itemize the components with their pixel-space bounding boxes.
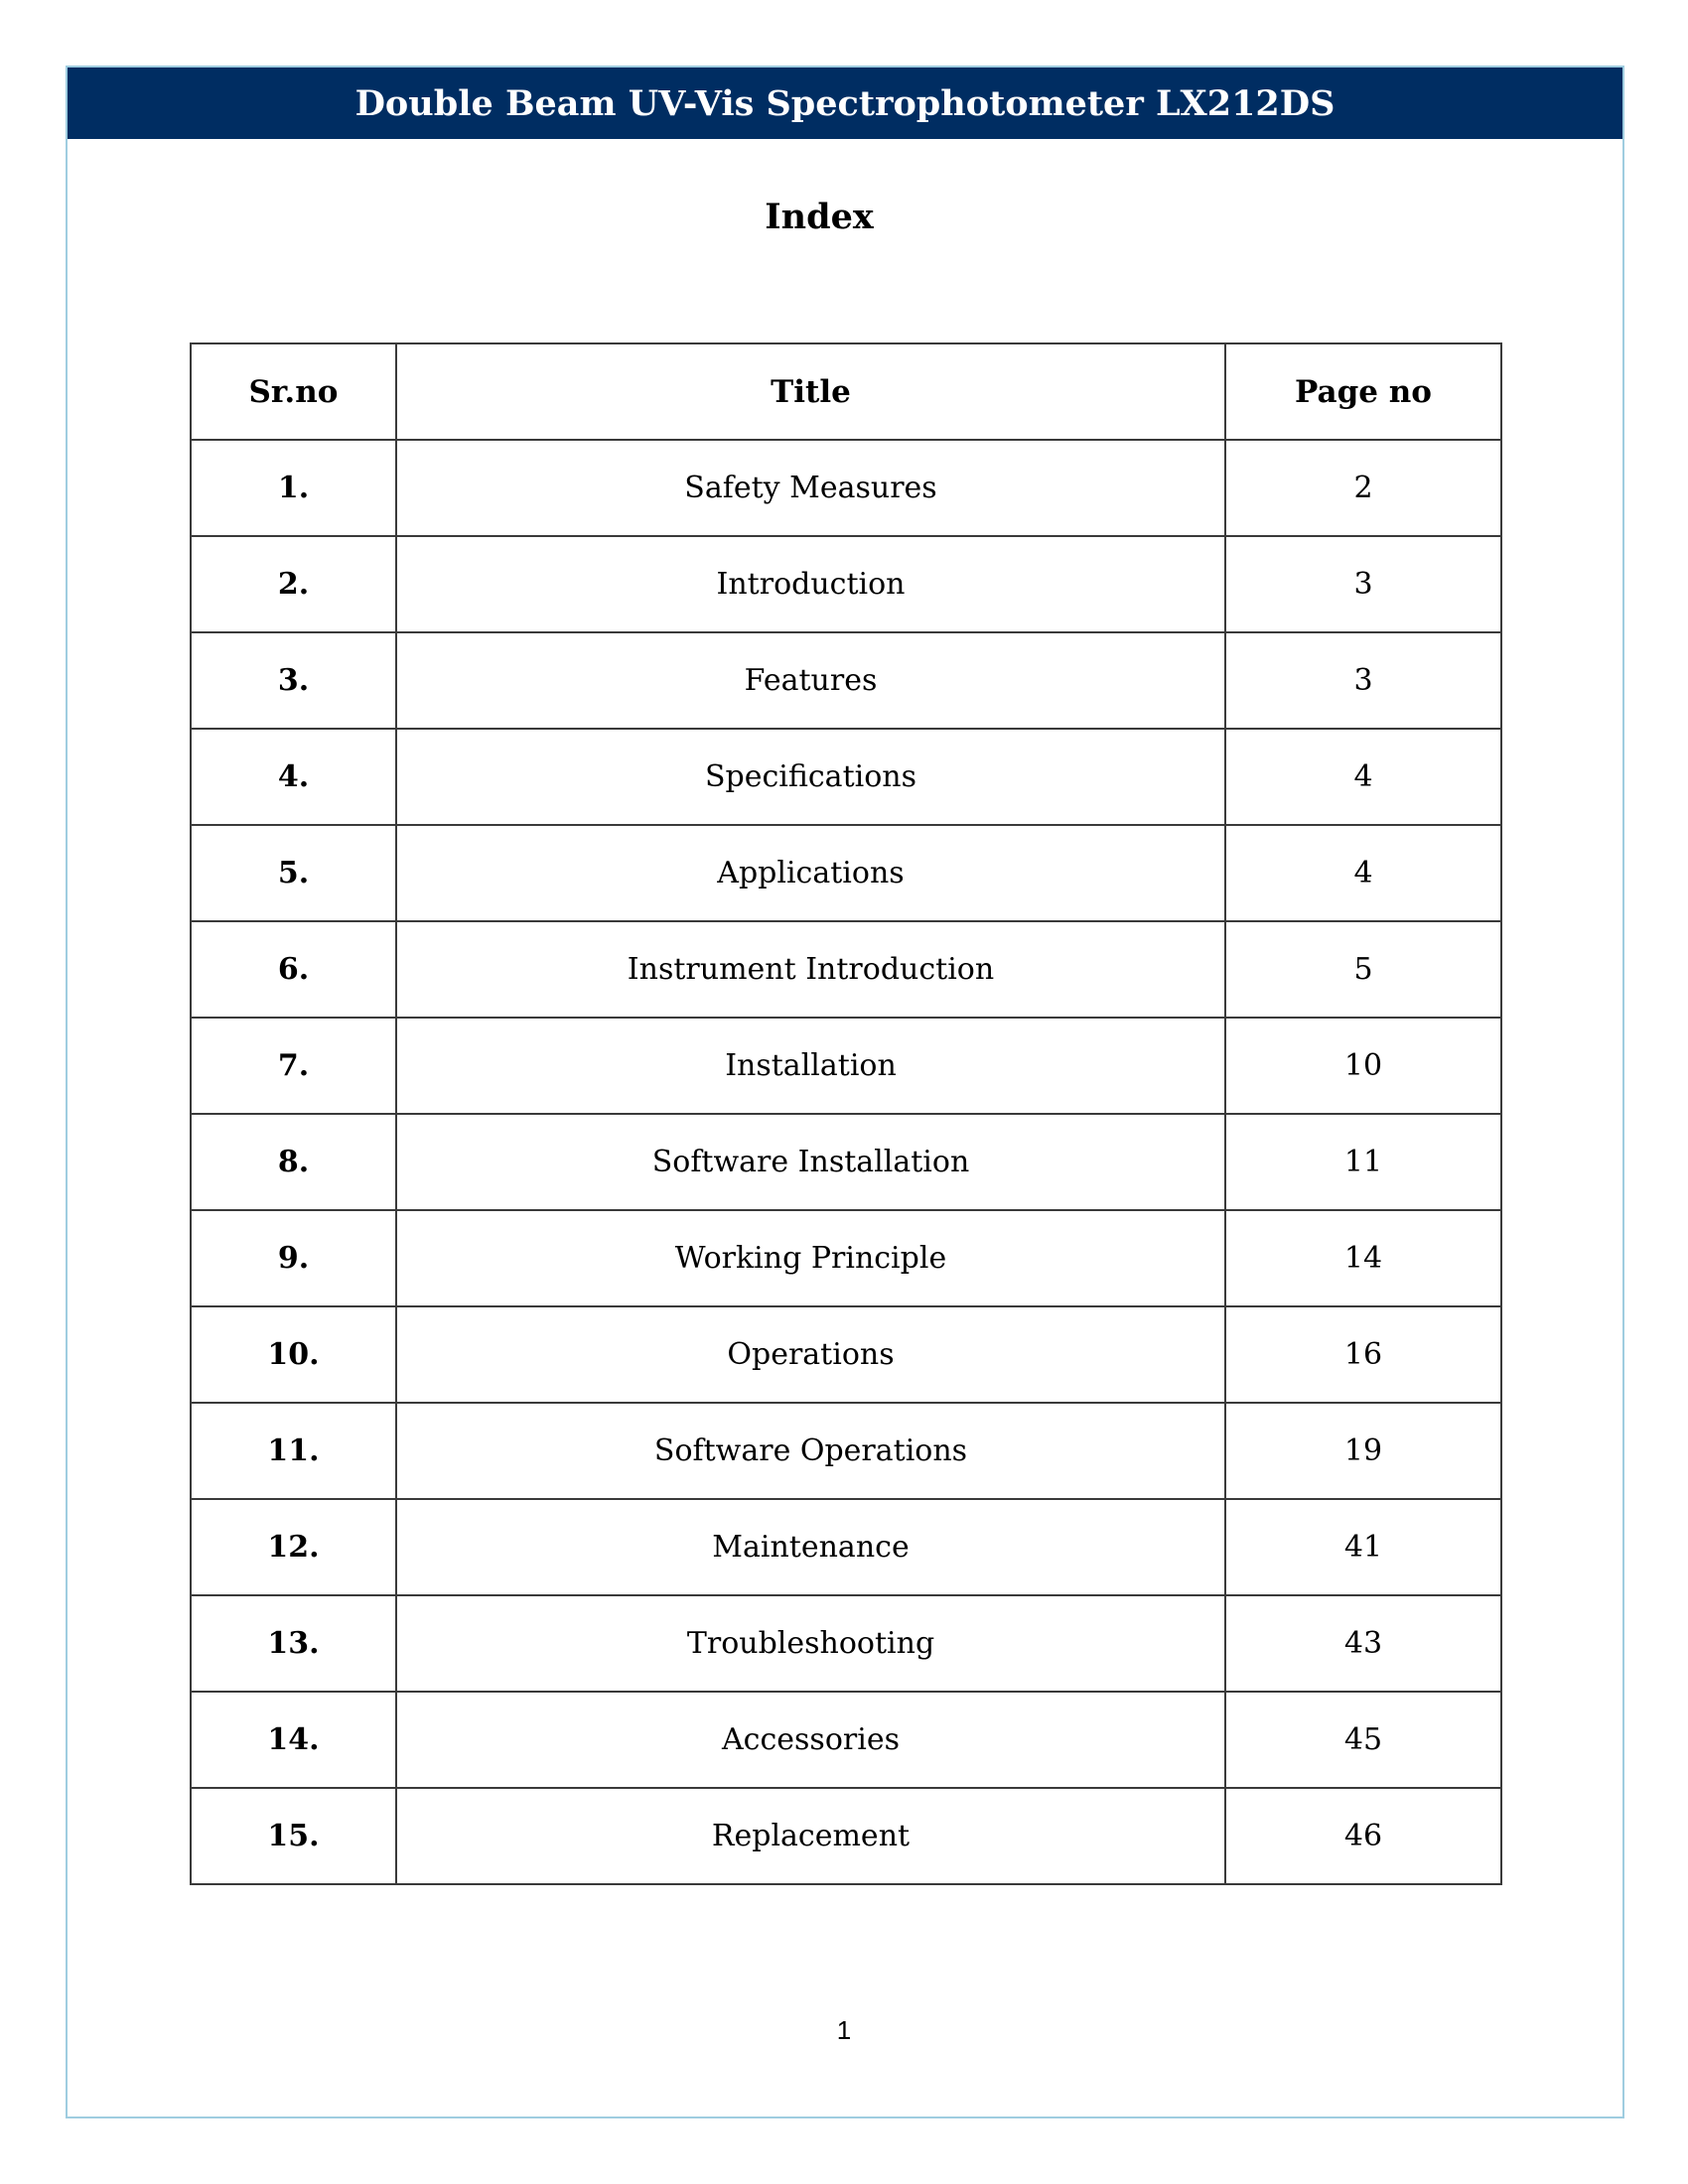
table-row bbox=[191, 1306, 1501, 1403]
document-title: Double Beam UV-Vis Spectrophotometer LX212DS bbox=[354, 82, 1336, 124]
row-page: 41 bbox=[1225, 1499, 1501, 1595]
row-srno: 12. bbox=[191, 1499, 396, 1595]
row-srno: 5. bbox=[191, 825, 396, 921]
row-srno: 8. bbox=[191, 1114, 396, 1210]
table-row bbox=[191, 729, 1501, 825]
row-srno: 7. bbox=[191, 1018, 396, 1114]
row-title: Software Installation bbox=[396, 1114, 1225, 1210]
table-row bbox=[191, 1499, 1501, 1595]
column-header-pageno: Page no bbox=[1225, 343, 1501, 440]
table-row bbox=[191, 825, 1501, 921]
row-srno: 11. bbox=[191, 1403, 396, 1499]
table-row bbox=[191, 1210, 1501, 1306]
row-srno: 15. bbox=[191, 1788, 396, 1884]
row-page: 46 bbox=[1225, 1788, 1501, 1884]
column-header-title: Title bbox=[396, 343, 1225, 440]
row-page: 3 bbox=[1225, 632, 1501, 729]
row-page: 10 bbox=[1225, 1018, 1501, 1114]
table-header-row bbox=[191, 343, 1501, 440]
row-page: 3 bbox=[1225, 536, 1501, 632]
page-number: 1 bbox=[836, 2015, 852, 2045]
row-page: 5 bbox=[1225, 921, 1501, 1018]
header-bar bbox=[68, 68, 1622, 139]
row-title: Instrument Introduction bbox=[396, 921, 1225, 1018]
row-srno: 3. bbox=[191, 632, 396, 729]
table-row bbox=[191, 536, 1501, 632]
row-srno: 1. bbox=[191, 440, 396, 536]
row-title: Software Operations bbox=[396, 1403, 1225, 1499]
row-page: 11 bbox=[1225, 1114, 1501, 1210]
row-title: Introduction bbox=[396, 536, 1225, 632]
table-row bbox=[191, 1114, 1501, 1210]
row-title: Accessories bbox=[396, 1692, 1225, 1788]
row-title: Operations bbox=[396, 1306, 1225, 1403]
table-row bbox=[191, 440, 1501, 536]
index-heading: Index bbox=[765, 197, 874, 237]
row-page: 14 bbox=[1225, 1210, 1501, 1306]
table-row bbox=[191, 921, 1501, 1018]
table-row bbox=[191, 632, 1501, 729]
row-title: Applications bbox=[396, 825, 1225, 921]
row-page: 4 bbox=[1225, 825, 1501, 921]
row-page: 4 bbox=[1225, 729, 1501, 825]
row-page: 43 bbox=[1225, 1595, 1501, 1692]
row-title: Installation bbox=[396, 1018, 1225, 1114]
row-page: 16 bbox=[1225, 1306, 1501, 1403]
row-srno: 6. bbox=[191, 921, 396, 1018]
row-srno: 13. bbox=[191, 1595, 396, 1692]
row-srno: 2. bbox=[191, 536, 396, 632]
row-title: Specifications bbox=[396, 729, 1225, 825]
row-title: Troubleshooting bbox=[396, 1595, 1225, 1692]
row-title: Working Principle bbox=[396, 1210, 1225, 1306]
row-srno: 9. bbox=[191, 1210, 396, 1306]
row-title: Safety Measures bbox=[396, 440, 1225, 536]
column-header-srno: Sr.no bbox=[191, 343, 396, 440]
row-srno: 14. bbox=[191, 1692, 396, 1788]
table-row bbox=[191, 1692, 1501, 1788]
table-row bbox=[191, 1018, 1501, 1114]
row-title: Features bbox=[396, 632, 1225, 729]
row-title: Replacement bbox=[396, 1788, 1225, 1884]
row-page: 45 bbox=[1225, 1692, 1501, 1788]
table-row bbox=[191, 1595, 1501, 1692]
table-row bbox=[191, 1788, 1501, 1884]
row-page: 19 bbox=[1225, 1403, 1501, 1499]
row-srno: 4. bbox=[191, 729, 396, 825]
row-srno: 10. bbox=[191, 1306, 396, 1403]
row-page: 2 bbox=[1225, 440, 1501, 536]
index-table bbox=[190, 342, 1502, 1885]
table-row bbox=[191, 1403, 1501, 1499]
row-title: Maintenance bbox=[396, 1499, 1225, 1595]
